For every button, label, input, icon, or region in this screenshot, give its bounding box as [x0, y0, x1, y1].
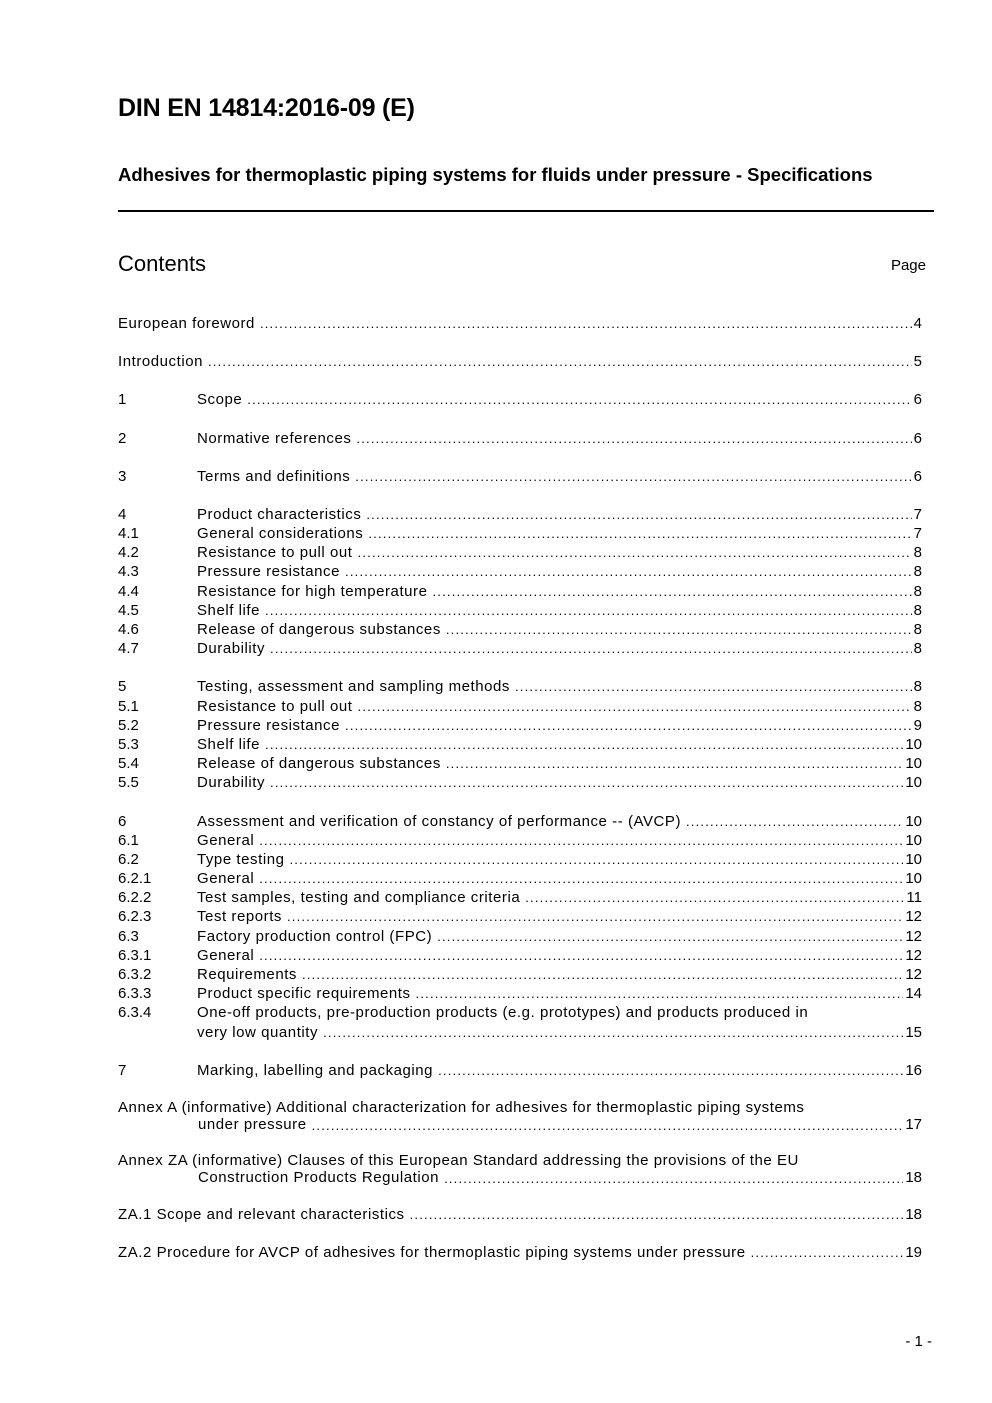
toc-annex[interactable] — [118, 1099, 922, 1133]
toc-entry[interactable] — [118, 563, 922, 582]
toc-entry-body — [197, 620, 922, 639]
toc-entry[interactable] — [118, 697, 922, 716]
annex-page: 17 — [905, 1116, 922, 1134]
toc-entry-page: 8 — [913, 621, 922, 639]
toc-entry-body — [197, 543, 922, 562]
toc-entry-number: 6.2.2 — [118, 889, 152, 907]
dot-leader — [410, 1205, 904, 1224]
toc-entry-body — [197, 965, 922, 984]
dot-leader — [368, 524, 911, 543]
toc-entry-number: 6.1 — [118, 831, 139, 849]
toc-entry-page: 15 — [905, 1023, 922, 1041]
toc-entry-number: 1 — [118, 391, 127, 409]
document-id: DIN EN 14814:2016-09 (E) — [118, 94, 415, 122]
toc-entry-title: Requirements — [197, 966, 297, 984]
toc-entry-page: 8 — [913, 697, 922, 715]
dot-leader — [444, 1171, 903, 1186]
toc-entry-body — [118, 1205, 922, 1224]
dot-leader — [289, 850, 903, 869]
dot-leader — [438, 1061, 903, 1080]
toc-entry-title: ZA.2 Procedure for AVCP of adhesives for thermoplastic piping systems under pressure — [118, 1244, 746, 1262]
toc-entry-page: 8 — [913, 563, 922, 581]
toc-entry-number: 4.7 — [118, 640, 139, 658]
dot-leader — [446, 754, 903, 773]
toc-entry-body — [197, 888, 922, 907]
dot-leader — [366, 505, 911, 524]
toc-entry-title: Introduction — [118, 353, 203, 371]
toc-entry-body — [197, 1061, 922, 1080]
toc-entry-continuation — [197, 1023, 922, 1042]
dot-leader — [247, 390, 911, 409]
toc-entry-number: 5.1 — [118, 697, 139, 715]
toc-entry-title: General — [197, 946, 255, 964]
toc-entry-body — [197, 562, 922, 581]
toc-entry-title: Testing, assessment and sampling methods — [197, 678, 510, 696]
toc-entry-title: Release of dangerous substances — [197, 755, 441, 773]
toc-entry-page: 18 — [905, 1206, 922, 1224]
dot-leader — [356, 429, 911, 448]
toc-entry[interactable] — [118, 812, 922, 831]
toc-entry-page: 12 — [905, 946, 922, 964]
dot-leader — [437, 927, 903, 946]
toc-entry-title: General considerations — [197, 525, 364, 543]
toc-entry-title: Assessment and verification of constancy of performance -- (AVCP) — [197, 812, 681, 830]
dot-leader — [358, 543, 912, 562]
toc-entry-page: 9 — [913, 716, 922, 734]
toc-entry[interactable] — [118, 429, 922, 448]
toc-entry[interactable] — [118, 965, 922, 984]
toc-entry-number: 6.3.2 — [118, 966, 152, 984]
dot-leader — [312, 1118, 904, 1133]
toc-entry-page: 10 — [905, 755, 922, 773]
annex-title-continuation — [118, 1169, 922, 1186]
toc-entry-body — [118, 352, 922, 371]
toc-annex-clause — [118, 1243, 922, 1262]
toc-entry-title: Release of dangerous substances — [197, 621, 441, 639]
toc-entry-title: General — [197, 870, 255, 888]
toc-entry-title: Resistance to pull out — [197, 544, 353, 562]
dot-leader — [355, 467, 911, 486]
toc-entry-page: 5 — [913, 353, 922, 371]
toc-entry-title: Shelf life — [197, 601, 261, 619]
toc-entry-page: 4 — [913, 314, 922, 332]
dot-leader — [515, 677, 912, 696]
toc-entry-page: 6 — [913, 391, 922, 409]
toc-entry-number: 6.2.1 — [118, 870, 152, 888]
toc-entry[interactable] — [118, 908, 922, 927]
toc-entry-page: 7 — [913, 525, 922, 543]
toc-entry-page: 7 — [913, 505, 922, 523]
toc-entry[interactable] — [118, 390, 922, 409]
toc-entry-body — [197, 869, 922, 888]
toc-entry[interactable] — [118, 467, 922, 486]
header-rule — [118, 210, 934, 212]
toc-entry-body — [197, 754, 922, 773]
toc-entry-title: Durability — [197, 774, 266, 792]
dot-leader — [686, 812, 903, 831]
toc-entry-page: 8 — [913, 582, 922, 600]
dot-leader — [323, 1023, 903, 1042]
toc-entry-title: Marking, labelling and packaging — [197, 1061, 434, 1079]
toc-entry-number: 5.5 — [118, 774, 139, 792]
toc-entry-number: 5.2 — [118, 716, 139, 734]
toc-entry[interactable] — [118, 754, 922, 773]
toc-entry-number: 4 — [118, 505, 127, 523]
toc-entry[interactable] — [118, 773, 922, 792]
dot-leader — [208, 352, 912, 371]
toc-entry-number: 7 — [118, 1061, 127, 1079]
page-column-label: Page — [890, 257, 926, 274]
annex-title: Annex A (informative) Additional characterization for adhesives for thermoplastic piping systems — [118, 1099, 805, 1117]
toc-entry-body — [197, 927, 922, 946]
toc-entry-page: 8 — [913, 678, 922, 696]
toc-entry[interactable] — [118, 888, 922, 907]
dot-leader — [265, 735, 903, 754]
dot-leader — [345, 562, 912, 581]
table-of-contents — [118, 314, 922, 1281]
toc-section — [118, 390, 922, 409]
toc-entry-number: 5 — [118, 678, 127, 696]
toc-entry-page: 11 — [906, 889, 922, 907]
toc-entry[interactable] — [118, 582, 922, 601]
toc-entry[interactable] — [118, 869, 922, 888]
toc-entry-title: Resistance to pull out — [197, 697, 353, 715]
document-subtitle: Adhesives for thermoplastic piping systems for fluids under pressure - Specifications — [118, 164, 873, 185]
toc-entry-number: 6 — [118, 812, 127, 830]
toc-entry-page: 16 — [905, 1061, 922, 1079]
dot-leader — [265, 601, 912, 620]
toc-annex-clause — [118, 1205, 922, 1224]
dot-leader — [259, 869, 903, 888]
toc-entry-number: 4.2 — [118, 544, 139, 562]
toc-entry-page: 8 — [913, 640, 922, 658]
toc-entry[interactable] — [118, 524, 922, 543]
toc-entry-number: 6.3.1 — [118, 946, 152, 964]
dot-leader — [433, 582, 912, 601]
toc-entry-page: 12 — [905, 966, 922, 984]
toc-entry-title: European foreword — [118, 314, 255, 332]
toc-entry-title-continued: very low quantity — [197, 1023, 319, 1041]
toc-entry[interactable] — [118, 1061, 922, 1080]
toc-entry[interactable] — [118, 639, 922, 658]
toc-section — [118, 505, 922, 659]
toc-entry-number: 4.3 — [118, 563, 139, 581]
toc-section — [118, 429, 922, 448]
toc-entry-page: 6 — [913, 429, 922, 447]
toc-entry-body — [197, 773, 922, 792]
dot-leader — [751, 1243, 904, 1262]
toc-entry-body — [197, 831, 922, 850]
toc-entry-body — [197, 467, 922, 486]
toc-entry-page: 10 — [905, 870, 922, 888]
toc-entry-number: 6.3.3 — [118, 985, 152, 1003]
toc-entry-title: Type testing — [197, 850, 285, 868]
toc-section — [118, 1061, 922, 1080]
toc-entry-body — [197, 1003, 922, 1041]
toc-entry[interactable] — [118, 543, 922, 562]
annex-title-continuation — [118, 1116, 922, 1133]
toc-entry[interactable] — [118, 946, 922, 965]
toc-entry-title: General — [197, 831, 255, 849]
toc-entry-body — [197, 735, 922, 754]
toc-entry[interactable] — [118, 716, 922, 735]
toc-entry-title: Pressure resistance — [197, 716, 341, 734]
toc-entry-page: 6 — [913, 467, 922, 485]
annex-title: Annex ZA (informative) Clauses of this European Standard addressing the provisions of the EU — [118, 1152, 799, 1170]
toc-section — [118, 352, 922, 371]
toc-entry-title: Terms and definitions — [197, 467, 351, 485]
toc-entry-page: 14 — [905, 985, 922, 1003]
dot-leader — [270, 773, 903, 792]
toc-entry[interactable] — [118, 601, 922, 620]
toc-entry[interactable] — [118, 352, 922, 371]
toc-entry[interactable] — [118, 850, 922, 869]
toc-entry-title: ZA.1 Scope and relevant characteristics — [118, 1206, 405, 1224]
toc-entry-number: 5.4 — [118, 755, 139, 773]
toc-entry-body — [197, 907, 922, 926]
toc-entry-number: 6.2 — [118, 850, 139, 868]
toc-entry-title: Test samples, testing and compliance criteria — [197, 889, 521, 907]
toc-entry-number: 6.3 — [118, 927, 139, 945]
toc-entry-page: 10 — [905, 735, 922, 753]
toc-entry-title: Pressure resistance — [197, 563, 341, 581]
annex-title-continued: Construction Products Regulation — [198, 1169, 440, 1187]
toc-entry-number: 3 — [118, 467, 127, 485]
page-number: - 1 - — [905, 1333, 932, 1350]
dot-leader — [446, 620, 912, 639]
toc-entry-title: Shelf life — [197, 735, 261, 753]
toc-entry[interactable] — [118, 1243, 922, 1262]
toc-entry-body — [197, 429, 922, 448]
toc-section — [118, 314, 922, 333]
dot-leader — [416, 984, 904, 1003]
dot-leader — [259, 946, 903, 965]
toc-section — [118, 677, 922, 792]
toc-entry-page: 12 — [905, 908, 922, 926]
toc-section — [118, 812, 922, 1042]
toc-entry-body — [197, 946, 922, 965]
toc-entry-body — [118, 314, 922, 333]
toc-entry-number: 2 — [118, 429, 127, 447]
annex-page: 18 — [905, 1169, 922, 1187]
toc-entry-number: 6.2.3 — [118, 908, 152, 926]
toc-entry-body — [197, 677, 922, 696]
dot-leader — [358, 697, 912, 716]
toc-entry-number: 5.3 — [118, 735, 139, 753]
toc-entry-body — [197, 505, 922, 524]
dot-leader — [270, 639, 912, 658]
toc-entry-body — [197, 524, 922, 543]
toc-entry-number: 4.5 — [118, 601, 139, 619]
toc-entry-title: Durability — [197, 640, 266, 658]
dot-leader — [345, 716, 912, 735]
toc-entry-title: Factory production control (FPC) — [197, 927, 433, 945]
toc-entry-body — [197, 850, 922, 869]
toc-entry-title: Product characteristics — [197, 505, 362, 523]
annex-title-continued: under pressure — [198, 1116, 307, 1134]
toc-entry-title: Normative references — [197, 429, 352, 447]
toc-entry-body — [197, 601, 922, 620]
toc-entry-body — [197, 716, 922, 735]
toc-entry-title: Test reports — [197, 908, 282, 926]
toc-entry[interactable] — [118, 505, 922, 524]
toc-entry-page: 12 — [905, 927, 922, 945]
toc-entry-page: 10 — [905, 850, 922, 868]
toc-entry-number: 6.3.4 — [118, 1004, 152, 1022]
toc-entry-body — [197, 697, 922, 716]
toc-entry-number: 4.4 — [118, 582, 139, 600]
toc-section — [118, 467, 922, 486]
toc-entry[interactable] — [118, 927, 922, 946]
toc-entry[interactable] — [118, 831, 922, 850]
toc-entry-title: Scope — [197, 391, 243, 409]
toc-entry-title: Product specific requirements — [197, 985, 411, 1003]
toc-entry-number: 4.6 — [118, 621, 139, 639]
toc-entry-body — [197, 390, 922, 409]
toc-entry[interactable] — [118, 984, 922, 1003]
toc-entry-body — [197, 582, 922, 601]
toc-entry[interactable] — [118, 620, 922, 639]
toc-entry-page: 19 — [905, 1244, 922, 1262]
toc-entry[interactable] — [118, 735, 922, 754]
contents-heading: Contents — [118, 251, 207, 276]
toc-entry[interactable] — [118, 1003, 922, 1041]
toc-entry-page: 10 — [905, 812, 922, 830]
toc-entry-page: 10 — [905, 774, 922, 792]
toc-entry-page: 10 — [905, 831, 922, 849]
toc-entry[interactable] — [118, 314, 922, 333]
dot-leader — [260, 314, 912, 333]
toc-entry[interactable] — [118, 1205, 922, 1224]
toc-entry-page: 8 — [913, 544, 922, 562]
toc-entry-number: 4.1 — [118, 525, 139, 543]
dot-leader — [525, 888, 904, 907]
toc-entry-page: 8 — [913, 601, 922, 619]
toc-entry-body — [118, 1243, 922, 1262]
dot-leader — [259, 831, 903, 850]
toc-entry-title: One-off products, pre-production products (e.g. prototypes) and products produced in — [197, 1004, 809, 1022]
dot-leader — [302, 965, 903, 984]
toc-entry-body — [197, 812, 922, 831]
toc-entry-title: Resistance for high temperature — [197, 582, 428, 600]
dot-leader — [287, 907, 903, 926]
toc-entry-body — [197, 984, 922, 1003]
toc-entry-body — [197, 639, 922, 658]
toc-entry[interactable] — [118, 677, 922, 696]
toc-annex[interactable] — [118, 1152, 922, 1186]
